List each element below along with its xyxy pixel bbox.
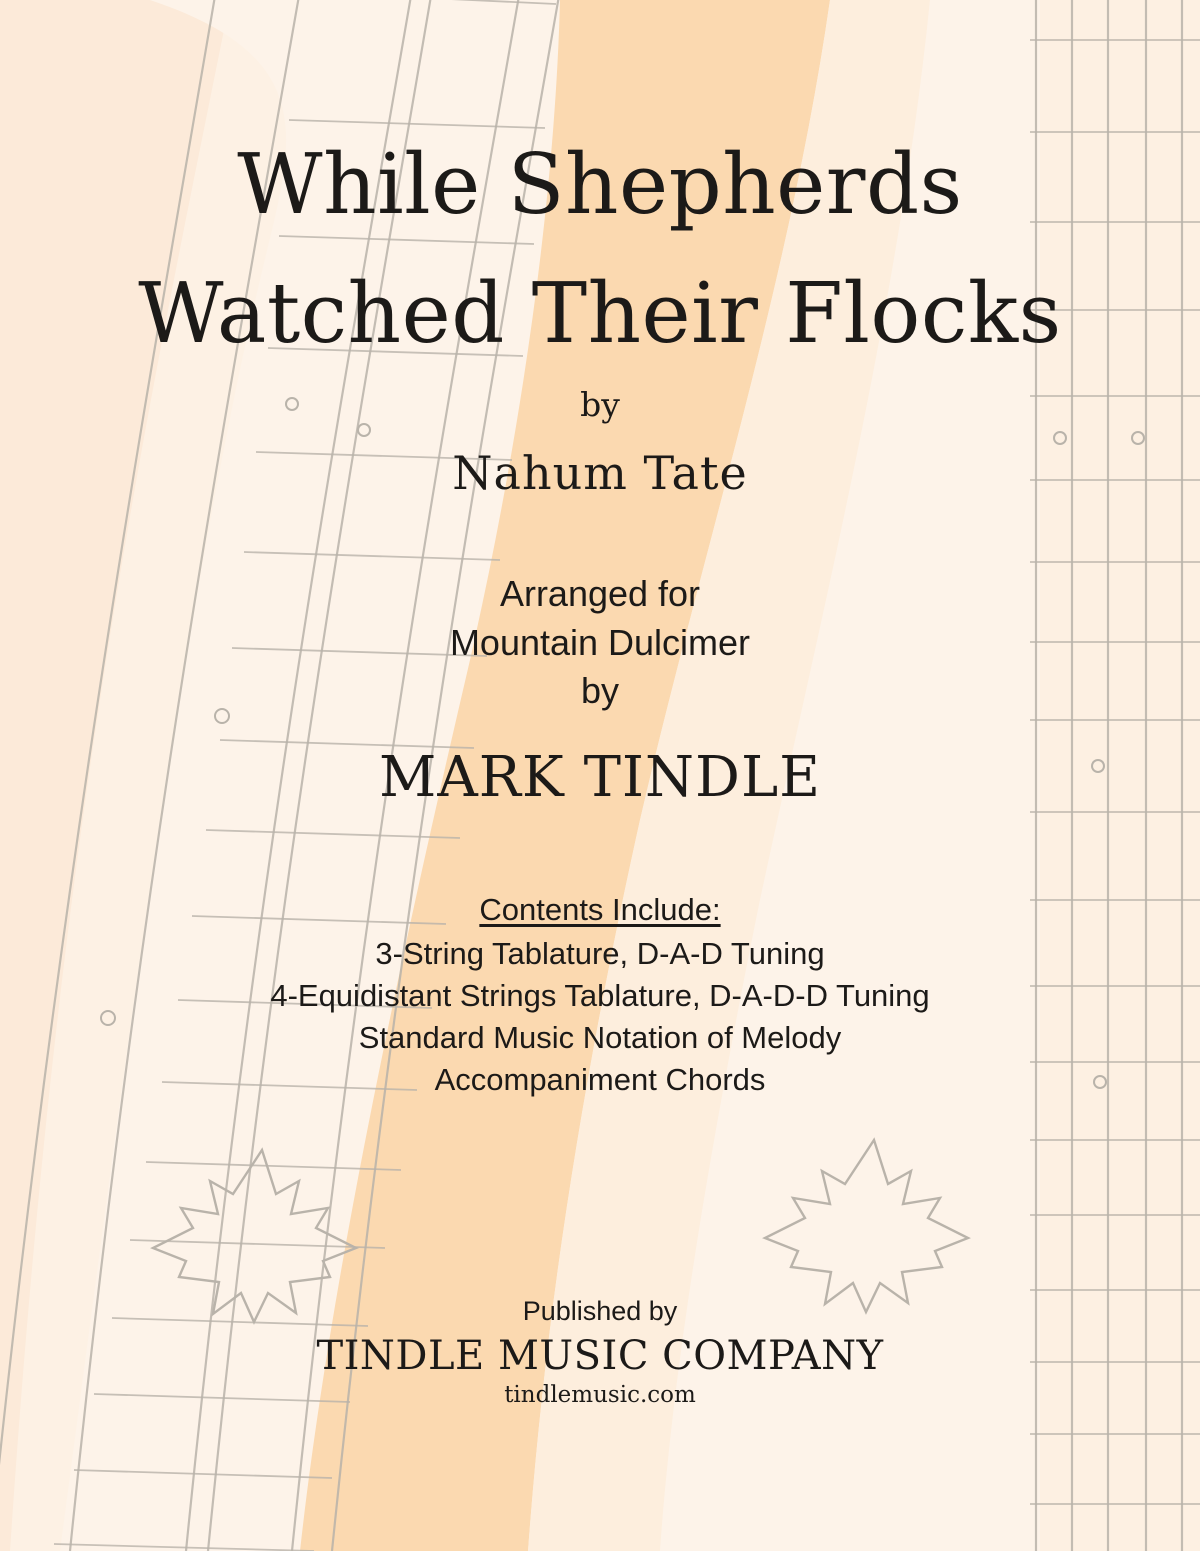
contents-heading bbox=[0, 892, 1200, 928]
arranger-name: MARK TINDLE bbox=[378, 745, 822, 810]
publisher-website: tindlemusic.com bbox=[504, 1382, 696, 1408]
list-item: 4-Equidistant Strings Tablature, D-A-D-D Tuning bbox=[270, 978, 930, 1014]
arrangement-credit-line-1: Arranged for bbox=[499, 573, 701, 614]
arrangement-credit bbox=[0, 570, 1200, 716]
page-title-line-2: Watched Their Flocks bbox=[138, 265, 1062, 362]
author-name: Nahum Tate bbox=[452, 446, 748, 500]
arrangement-credit-line-2: Mountain Dulcimer bbox=[449, 621, 751, 663]
contents-list bbox=[0, 933, 1200, 1102]
list-item: Standard Music Notation of Melody bbox=[358, 1020, 842, 1056]
list-item: Accompaniment Chords bbox=[434, 1062, 766, 1098]
author-byline-label: by bbox=[580, 385, 620, 424]
page-title-line-1: While Shepherds bbox=[237, 136, 963, 233]
publisher-name: TINDLE MUSIC COMPANY bbox=[316, 1333, 884, 1379]
arrangement-credit-line-3: by bbox=[580, 670, 620, 712]
list-item: 3-String Tablature, D-A-D Tuning bbox=[375, 936, 825, 971]
published-by-label: Published by bbox=[522, 1296, 678, 1326]
contents-heading-text: Contents Include: bbox=[479, 892, 721, 927]
